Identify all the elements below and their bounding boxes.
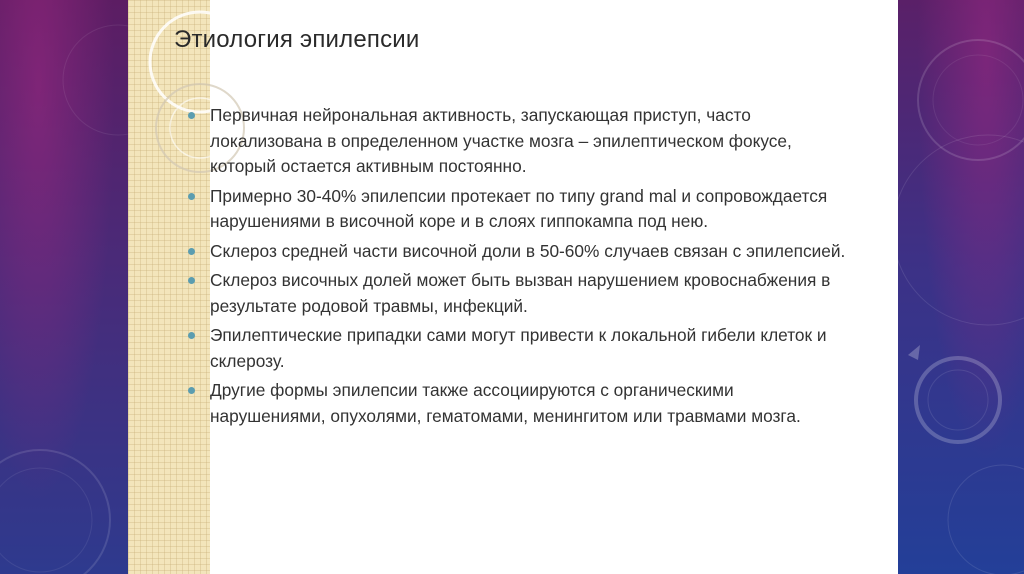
slide-content (128, 0, 898, 574)
background-right-panel (898, 0, 1024, 574)
bullet-dot-icon (188, 277, 195, 284)
bullet-text: Склероз височных долей может быть вызван нарушением кровоснабжения в результате родовой травмы, инфекций. (210, 270, 831, 316)
bullet-dot-icon (188, 332, 195, 339)
bullet-dot-icon (188, 112, 195, 119)
bullet-item (186, 103, 846, 180)
bullet-list (186, 103, 846, 433)
bullet-text: Первичная нейрональная активность, запускающая приступ, часто локализована в определенном участке мозга – эпилептическом фокусе, который остается активным постоянно. (210, 105, 792, 176)
decorative-circles-left (0, 0, 128, 574)
slide-title: Этиология эпилепсии (174, 26, 420, 53)
bullet-item (186, 184, 846, 235)
bullet-item (186, 239, 846, 265)
bullet-text: Эпилептические припадки сами могут привести к локальной гибели клеток и склерозу. (210, 325, 827, 371)
bullet-dot-icon (188, 193, 195, 200)
bullet-item (186, 268, 846, 319)
bullet-item (186, 378, 846, 429)
decorative-circles-right (898, 0, 1024, 574)
bullet-dot-icon (188, 248, 195, 255)
bullet-item (186, 323, 846, 374)
bullet-text: Примерно 30-40% эпилепсии протекает по типу grand mal и сопровождается нарушениями в височной коре и в слоях гиппокампа под нею. (210, 185, 828, 231)
bullet-text: Другие формы эпилепсии также ассоциируются с органическими нарушениями, опухолями, гематомами, менингитом или травмами мозга. (210, 380, 801, 426)
background-left-panel (0, 0, 128, 574)
bullet-dot-icon (188, 387, 195, 394)
bullet-text: Склероз средней части височной доли в 50-60% случаев связан с эпилепсией. (210, 240, 846, 261)
